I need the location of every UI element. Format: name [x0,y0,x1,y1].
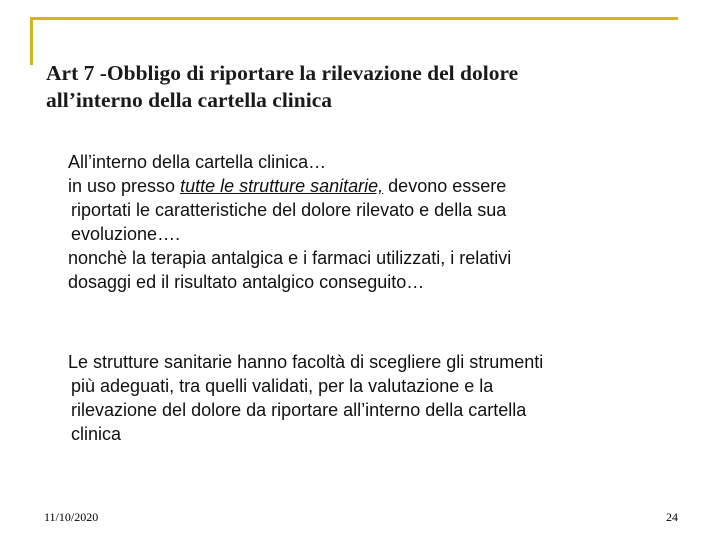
strutture-sanitarie-emphasis: tutte le strutture sanitarie, [180,176,384,196]
para1-line-2-pre: in uso presso [68,176,181,196]
frame-top-line [30,17,678,20]
para1-line-1: All’interno della cartella clinica… [68,152,327,172]
para2-line-2: più adeguati, tra quelli validati, per la valutazione e la [71,376,494,396]
para1-line-4: evoluzione…. [71,224,181,244]
para1-line-2 [68,174,668,198]
paragraph-2 [68,350,668,446]
para2-line-1: Le strutture sanitarie hanno facoltà di scegliere gli strumenti [68,352,544,372]
title-line-1: Art 7 -Obbligo di riportare la rilevazione del dolore [46,61,519,85]
slide-title [46,60,686,114]
frame-left-line [30,17,33,65]
para1-line-5: nonchè la terapia antalgica e i farmaci utilizzati, i relativi [68,248,512,268]
para1-line-2-post: devono essere [383,176,507,196]
page-number: 24 [666,510,678,524]
para1-line-3: riportati le caratteristiche del dolore rilevato e della sua [71,200,507,220]
para2-line-4: clinica [71,424,122,444]
paragraph-1 [68,150,668,294]
para1-line-6: dosaggi ed il risultato antalgico conseguito… [68,272,425,292]
footer-date: 11/10/2020 [44,510,99,524]
title-line-2: all’interno della cartella clinica [46,88,333,112]
para2-line-3: rilevazione del dolore da riportare all’interno della cartella [71,400,527,420]
